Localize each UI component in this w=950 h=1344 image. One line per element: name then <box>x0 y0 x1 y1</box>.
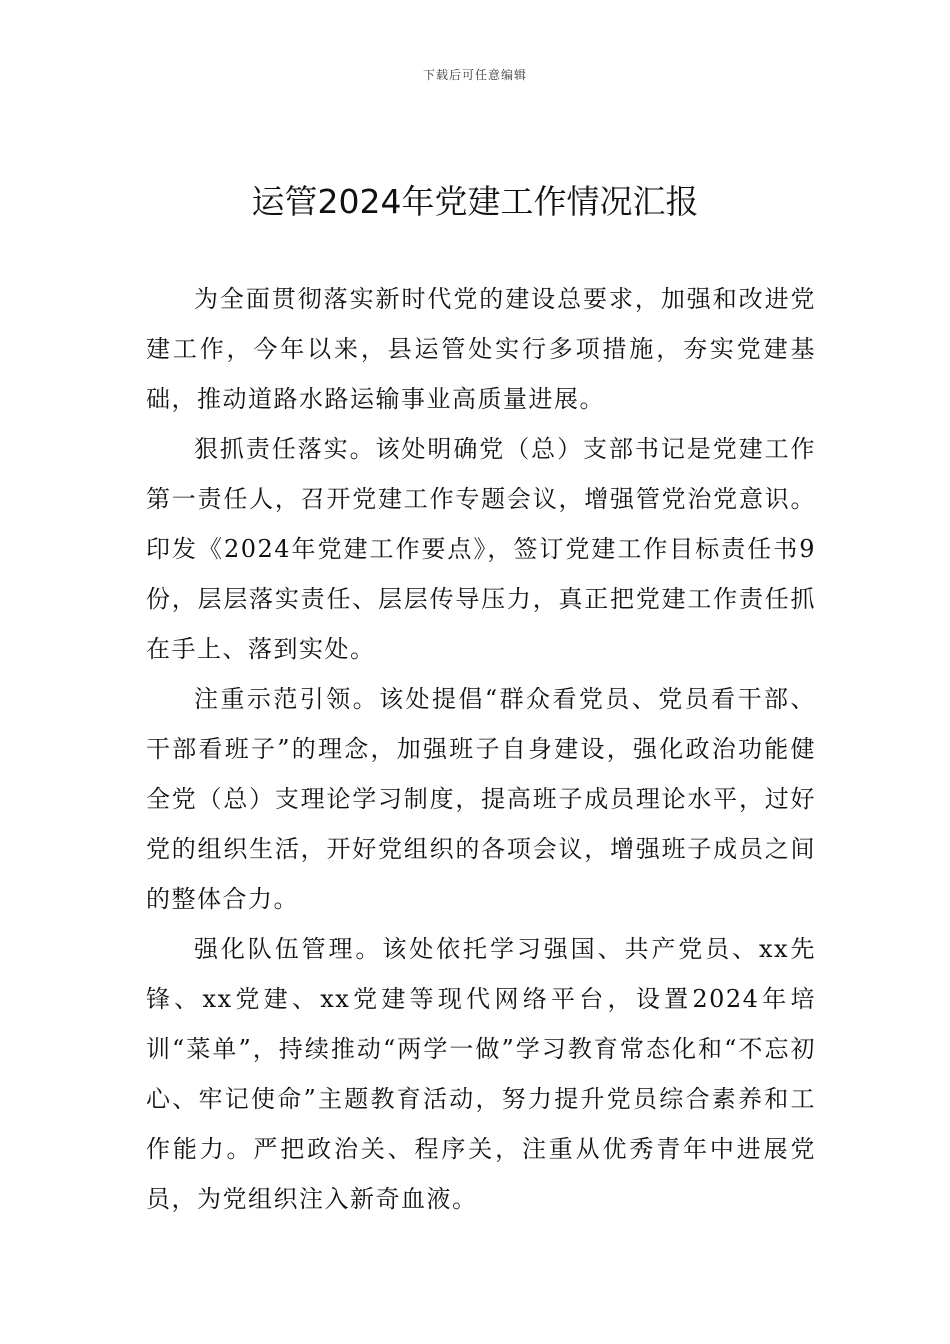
paragraph-team-management: 强化队伍管理。该处依托学习强国、共产党员、xx先锋、xx党建、xx党建等现代网络平台，设置2024年培训“菜单”，持续推动“两学一做”学习教育常态化和“不忘初心、牢记使命”主题教育活动，努力提升党员综合素养和工作能力。严把政治关、程序关，注重从优秀青年中进展党员，为党组织注入新奇血液。 <box>146 935 816 1213</box>
header-note: 下载后可任意编辑 <box>422 68 527 82</box>
paragraph-responsibility: 狠抓责任落实。该处明确党（总）支部书记是党建工作第一责任人，召开党建工作专题会议，增强管党治党意识。印发《2024年党建工作要点》，签订党建工作目标责任书9份，层层落实责任、层层传导压力，真正把党建工作责任抓在手上、落到实处。 <box>146 435 816 663</box>
paragraph-intro: 为全面贯彻落实新时代党的建设总要求，加强和改进党建工作，今年以来，县运管处实行多项措施，夯实党建基础，推动道路水路运输事业高质量进展。 <box>146 285 816 413</box>
paragraph-leadership: 注重示范引领。该处提倡“群众看党员、党员看干部、干部看班子”的理念，加强班子自身建设，强化政治功能健全党（总）支理论学习制度，提高班子成员理论水平，过好党的组织生活，开好党组织的各项会议，增强班子成员之间的整体合力。 <box>146 685 816 913</box>
document-body <box>146 274 816 1224</box>
document-title: 运管2024年党建工作情况汇报 <box>251 182 699 221</box>
